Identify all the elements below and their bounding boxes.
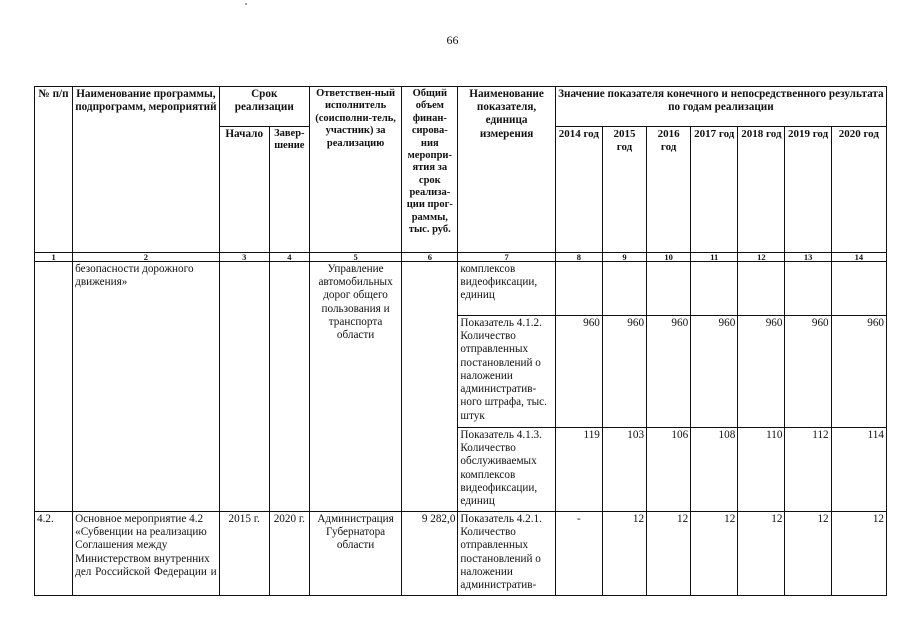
indicator-cell: Показатель 4.1.3. Количество обслуживаемых комплексов видеофиксации, единиц <box>458 428 555 512</box>
header-year-2017: 2017 год <box>691 127 738 253</box>
value-cell: 110 <box>738 428 785 512</box>
value-cell <box>831 262 886 316</box>
value-cell <box>691 262 738 316</box>
row-num-cell <box>35 262 73 512</box>
indicator-cell: комплексов видеофиксации, единиц <box>458 262 555 316</box>
term-end-cell: 2020 г. <box>269 512 309 596</box>
col-number: 3 <box>219 253 269 262</box>
value-cell: 12 <box>831 512 886 596</box>
value-cell: 103 <box>602 428 646 512</box>
header-name: Наименование программы, подпрограмм, мероприятий <box>73 87 219 253</box>
table-row <box>35 262 887 316</box>
value-cell: 106 <box>647 428 691 512</box>
value-cell: 960 <box>647 316 691 428</box>
executor-cell: Управление автомобильных дорог общего пользования и транспорта области <box>309 262 401 512</box>
value-cell: 12 <box>602 512 646 596</box>
header-indicator: Наименование показателя, единица измерения <box>458 87 555 253</box>
table-row <box>35 512 887 596</box>
col-number: 11 <box>691 253 738 262</box>
term-start-cell: 2015 г. <box>219 512 269 596</box>
activity-name: Основное мероприятие 4.2 «Субвенции на реализацию Соглашения между Министерством внутренних дел Российской Федерации и <box>73 512 219 596</box>
col-number: 12 <box>738 253 785 262</box>
header-year-2015: 2015 год <box>602 127 646 253</box>
header-year-2016: 2016 год <box>647 127 691 253</box>
col-number: 8 <box>555 253 602 262</box>
value-cell <box>785 262 831 316</box>
header-year-2020: 2020 год <box>831 127 886 253</box>
col-number: 5 <box>309 253 401 262</box>
value-cell: - <box>555 512 602 596</box>
value-cell: 119 <box>555 428 602 512</box>
col-number: 2 <box>73 253 219 262</box>
value-cell: 960 <box>785 316 831 428</box>
value-cell: 960 <box>602 316 646 428</box>
header-year-2014: 2014 год <box>555 127 602 253</box>
value-cell: 12 <box>738 512 785 596</box>
header-year-2019: 2019 год <box>785 127 831 253</box>
indicator-cell: Показатель 4.2.1. Количество отправленных постановлений о наложении административ- <box>458 512 555 596</box>
col-number: 10 <box>647 253 691 262</box>
header-executor: Ответствен-ный исполнитель (соисполни-тель, участник) за реализацию <box>309 87 401 253</box>
header-values: Значение показателя конечного и непосредственного результата по годам реализации <box>555 87 886 127</box>
col-number: 4 <box>269 253 309 262</box>
value-cell: 960 <box>555 316 602 428</box>
header-term-end: Завер-шение <box>269 127 309 253</box>
header-term: Срок реализации <box>219 87 309 127</box>
page-number: 66 <box>446 33 459 47</box>
executor-cell: Администрация Губернатора области <box>309 512 401 596</box>
header-term-start: Начало <box>219 127 269 253</box>
value-cell <box>647 262 691 316</box>
program-table <box>34 86 887 596</box>
col-number: 14 <box>831 253 886 262</box>
value-cell: 12 <box>647 512 691 596</box>
value-cell: 12 <box>691 512 738 596</box>
col-number: 7 <box>458 253 555 262</box>
activity-name-cont: безопасности дорожного движения» <box>73 262 219 512</box>
volume-cell <box>402 262 458 512</box>
value-cell: 960 <box>738 316 785 428</box>
col-number: 9 <box>602 253 646 262</box>
value-cell <box>602 262 646 316</box>
value-cell: 112 <box>785 428 831 512</box>
term-end-cell <box>269 262 309 512</box>
volume-cell: 9 282,0 <box>402 512 458 596</box>
value-cell: 114 <box>831 428 886 512</box>
value-cell <box>738 262 785 316</box>
scan-artifact-dot <box>245 3 247 5</box>
header-volume: Общий объем финан-сирова-ния меропри-ятия за срок реализа-ции прог-раммы, тыс. руб. <box>402 87 458 253</box>
value-cell <box>555 262 602 316</box>
col-number: 13 <box>785 253 831 262</box>
value-cell: 960 <box>831 316 886 428</box>
header-year-2018: 2018 год <box>738 127 785 253</box>
row-num-cell: 4.2. <box>35 512 73 596</box>
col-number: 6 <box>402 253 458 262</box>
value-cell: 108 <box>691 428 738 512</box>
term-start-cell <box>219 262 269 512</box>
value-cell: 960 <box>691 316 738 428</box>
value-cell: 12 <box>785 512 831 596</box>
indicator-cell: Показатель 4.1.2. Количество отправленных постановлений о наложении административ-ного штрафа, тыс. штук <box>458 316 555 428</box>
col-number: 1 <box>35 253 73 262</box>
header-num: № п/п <box>35 87 73 253</box>
